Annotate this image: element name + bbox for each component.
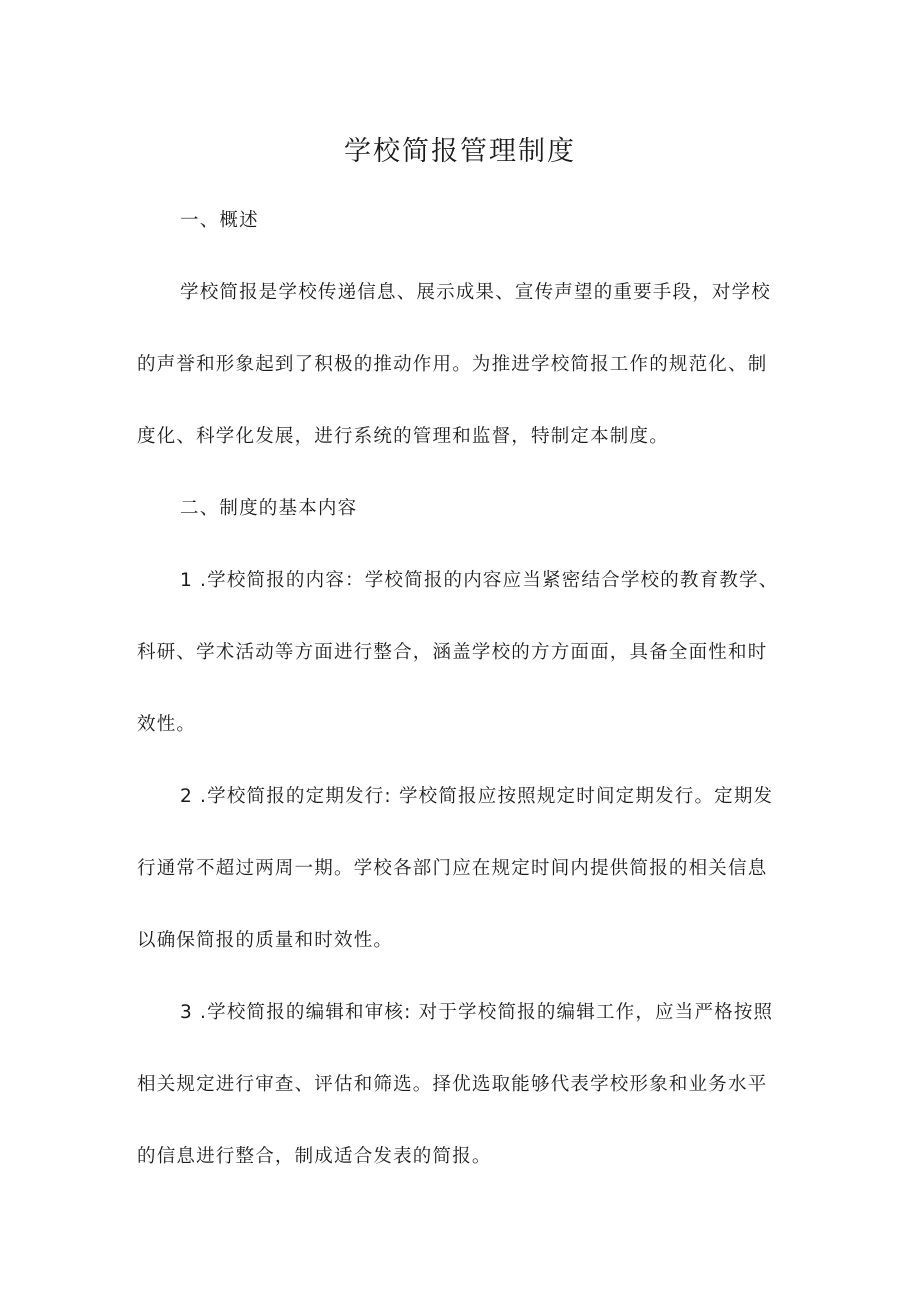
- item1-line-3: 效性。: [137, 714, 197, 735]
- item2-line-3: 以确保简报的质量和时效性。: [137, 930, 394, 951]
- section1-line-3: 度化、科学化发展，进行系统的管理和监督，特制定本制度。: [137, 426, 669, 447]
- item2-line-1: 2 .学校简报的定期发行: 学校简报应按照规定时间定期发行。定期发: [180, 786, 774, 807]
- section2-heading: 二、制度的基本内容: [180, 498, 358, 519]
- item2-line-2: 行通常不超过两周一期。学校各部门应在规定时间内提供简报的相关信息: [137, 858, 768, 879]
- section1-line-1: 学校简报是学校传递信息、展示成果、宣传声望的重要手段，对学校: [180, 282, 772, 303]
- section1-line-2: 的声誉和形象起到了积极的推动作用。为推进学校简报工作的规范化、制: [137, 354, 768, 375]
- item3-line-1: 3 .学校简报的编辑和审核: 对于学校简报的编辑工作，应当严格按照: [180, 1002, 774, 1023]
- section1-heading: 一、概述: [180, 210, 259, 231]
- item3-line-3: 的信息进行整合，制成适合发表的简报。: [137, 1146, 492, 1167]
- item3-line-2: 相关规定进行审查、评估和筛选。择优选取能够代表学校形象和业务水平: [137, 1074, 768, 1095]
- item1-line-1: 1 .学校简报的内容：学校简报的内容应当紧密结合学校的教育教学、: [180, 570, 779, 591]
- item1-line-2: 科研、学术活动等方面进行整合，涵盖学校的方方面面，具备全面性和时: [137, 642, 768, 663]
- document-title: 学校简报管理制度: [344, 136, 576, 167]
